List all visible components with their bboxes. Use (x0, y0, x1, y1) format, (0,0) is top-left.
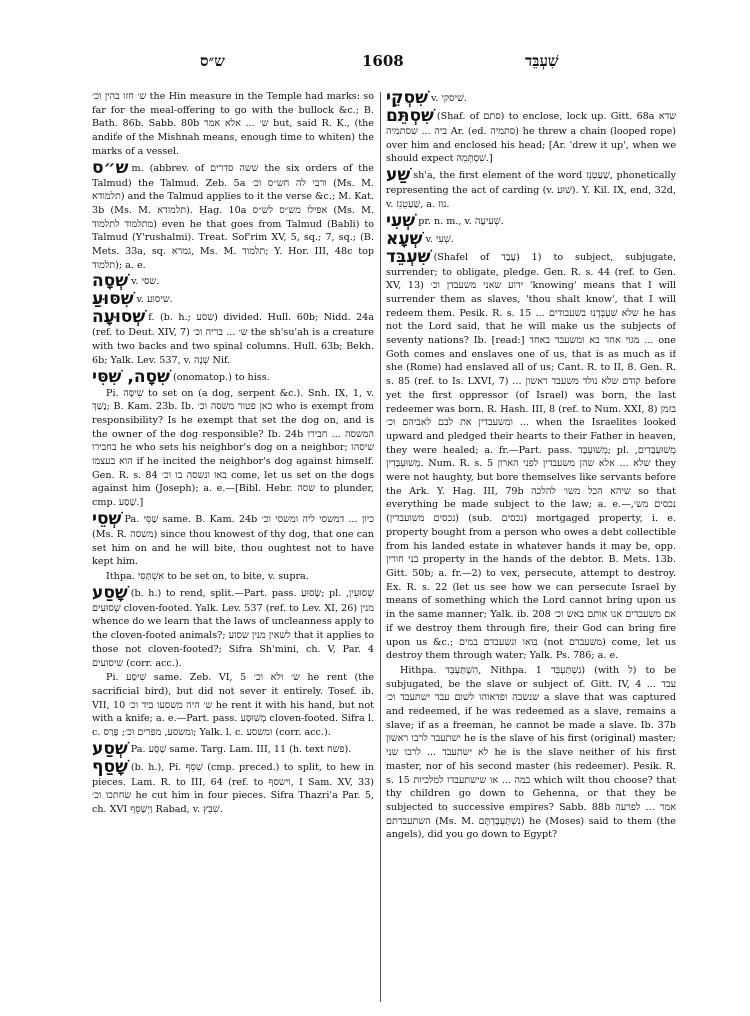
dictionary-entry (386, 167, 676, 211)
dictionary-entry (92, 570, 374, 584)
entry-text: ש׳ חזו בהין וכ׳ the Hin measure in the Temple had marks: so far for the meal-offering to go with the bullock &c.; B. Bath. 86b. Sabb. 80b ש׳ ... אלא אמר but, said R. K., (the andiťe of the Mishnah means, enough time to whiten) the marks of a vessel. (92, 91, 374, 157)
entry-text: pr. n. m., v. שְׁעִיעָה. (418, 215, 504, 227)
running-head-left: ש״ס (200, 52, 225, 70)
entry-headword: שְׁעִי (386, 210, 416, 231)
entry-text: v. שׁיסקי. (430, 93, 467, 104)
right-column (386, 90, 676, 1010)
dictionary-entry (386, 664, 676, 842)
entry-text: m. (abbrev. of ששה סדרים the six orders of the Talmud) the Talmud. Zeb. 5a ורבי לה חש״ס וכ׳ (Ms. M. תלמודא) and the Talmud applies to it the verse &c.; M. Kat. 3b (Ms. M. תלמודא). Ḥag. 10a אפילו מש״ס לש״ס (Ms. M. מתלמוד לתלמוד) even he that goes from Talmud (Babli) to Talmud (Y'rushalmi). Treat. Sof'rim XV, 5, sq.; 7, sq.; (B. Mets. 33a, sq. גמרא, Ms. M. תלמוד; Y. Hor. III, 48c top תלמוד); a. e. (92, 162, 374, 271)
entry-headword: שְׁסֵי (92, 508, 122, 529)
entry-headword: שָׁסַף (92, 756, 128, 777)
dictionary-entry (92, 366, 374, 387)
entry-headword: שְׁעָא (386, 228, 423, 249)
entry-text: sh'a, the first element of the word שַׁעַטְנֵז, phonetically representing the act of carding (v. שׁוּע). Y. Kil. IX, end, 32d, v. שַׁעַטְנֵז, a. נוז. (386, 170, 676, 210)
dictionary-entry (92, 508, 374, 569)
entry-headword: ש״ס (92, 157, 129, 178)
dictionary-entry (386, 228, 676, 249)
entry-text: (Shafel of עָבַד) 1) to subject, subjugate, surrender; to obligate, pledge. Gen. R. s. 44 (ref. to Gen. XV, 13) ידוע שאני משעבדן וכ׳ 'knowing' means that I will surrender them as slaves, 'thou shalt know', that I will redeem them. Pesik. R. s. 15 ... שלא שִׁעְבְּדָנוּ בשעבודים he has not the Lord said, that he will make us the subjects of seventy nations? Ib. [read:] מגוי אחד בא ומשעבד באחד ... one Goth comes and enslaves one of us, that is as much as if she (Rome) had enslaved all of us; Cant. R. to II, 8. Gen. R. s. 85 (ref. to Is. LXVI, 7) ... קודם שלא נולד משעבד ראשון before yet the first oppressor (of Israel) was born, the last redeemer was born. R. Hash. III, 8 (ref. to Num. XXI, 8) בזמן ... ומשעבדין את לבם לאביהם וכ׳ when the Israelites looked upward and pledged their hearts to their Father in heaven, they were healed; a. fr.—Part. pass. מְשׁוּעְבָּד; pl. מְשׁוּעְבָּדִים, מְשׁוּעְבָּדִין. Num. R. s. 5 שלא ... אלא שהן משעבדין לפני הארון they were not haughty, but bore themselves like servants before the Ark. Y. Hag. III, 79b שיהא הכל משו׳ להלכה so that everything be made subject to the law; a. e.—נכסים מש׳, (נכסים משועבדין) (sub. נכסים) mortgaged property, i. e. property bought from a person who owes a debt collectible from his landed estate in whatever hands it may be, opp. בני חורין property in the hands of the debtor. B. Mets. 13b. Gitt. 50b; a. fr.—2) to vex, persecute, attempt to destroy. Ex. R. s. 22 (let us see how we can persecute Israel by means of something which the Lord cannot bring upon us in the same manner; Yalk. ib. 208 אם משעבדים אנו אותם באש וכ׳ if we destroy them through fire, their God can bring fire upon us &c.; בואו ונשעבדם במים (not משעבדם) come, let us destroy them through water; Yalk. Ps. 786; a. e. (386, 251, 676, 662)
entry-text: (Shaf. of סתם) to enclose, lock up. Gitt. 68a שדא ביה ... שסתמיה Ar. (ed. סתמיה) he threw a chain (looped rope) over him and enclosed his head; [Ar. 'drew it up', when we should expect שִׁסְתְּמֵהּ.] (386, 111, 676, 165)
entry-headword: שַׁע (386, 165, 411, 186)
entry-text: Hithpa. הִשְׁתַּעְבֵּד, Nithpa. נִשְׁתַּעְבֵּד 1) (with ל) to be subjugated, be the slave or subject of. Gitt. IV, 4 ... עבד שנשבה ופדאוהו לשום עבד ישתעבד וכ׳ a slave that was captured and redeemed, if he was redeemed as a slave, remains a slave; if as a freeman, he cannot be made a slave. Ib. 37b ישתעבד לרבו ראשון he is the slave of his first (original) master; לא ישתעבד ... לרבו שני he is the slave neither of his first master, nor of his second master (his redeemer). Pesik. R. s. 15 במה ... או שישתעבדו למלכיות which wilt thou choose? that thy children go down to Gehenna, or that they be subjected to successive empires? Sabb. 88b אמר ... לפרעה השתעבדתם (Ms. M. נִשְׁתַּעְבַּדְתֶּם) he (Moses) said to them (the angels), did you go down to Egypt? (386, 664, 676, 841)
dictionary-entry (92, 671, 374, 740)
entry-text: v. שיסוע. (136, 294, 173, 306)
dictionary-entry (92, 738, 374, 759)
running-head-right: שִׁעְבֵּד (525, 52, 559, 70)
entry-headword: שִׁסּוּעַ (92, 289, 134, 310)
entry-text: f. (b. h.; שסע) divided. Hull. 60b; Nidd. 24a (ref. to Deut. XIV, 7) ש׳ ... בריה וכ׳ the sh'su'ah is a creature with two backs and two spinal columns. Hull. 63b; Bekh. 6b; Yalk. Lev. 537, v. שְׁנָה Nif. (92, 312, 374, 366)
entry-headword: שִׁסָה, שִׁסִּי (92, 366, 170, 387)
entry-text: (b. h.) to rend, split.—Part. pass. שָׂסוּעַ; pl. שְׁסוּעִין, שְׁסוּעִים cloven-footed. Yalk. Lev. 537 (ref. to Lev. XI, 26) מנין whence do we learn that the laws of uncleanness apply to the cloven-footed animals?; לשאין מנין שסוע that it applies to those not cloven-footed?; Sifra Sh'mini, ch. V, Par. 4 שיסועים (corr. acc.). (92, 587, 374, 669)
dictionary-entry (92, 291, 374, 308)
dictionary-entry (386, 246, 676, 663)
dictionary-entry (92, 756, 374, 817)
dictionary-entry (92, 273, 374, 290)
dictionary-entry (92, 157, 374, 273)
entry-text: Pi. שִׁיסָּה to set on (a dog, serpent &c.). Snh. IX, 1, v. נָשַׁךְ; B. Kam. 23b. Ib. כאן פטור משסה וכ׳ who is exempt from responsibility? Is he exempt that set the dog on, and is the owner of the dog responsible? Ib. 24b המשסה ... חבירו בחבירו he who sets his neighbor's dog on a neighbor; שיסהו הוא בעצמו if he incited the neighbor's dog against himself. Gen. R. s. 84 באו ונשסה בו וכ׳ come, let us set on the dogs against him (Joseph); a. e.—[Bibl. Hebr. שסה to plunder, cmp. שָׁסַע.] (92, 387, 374, 509)
entry-text: v. שְׁעִי. (425, 233, 454, 245)
entry-headword: שָׁסַע (92, 582, 128, 603)
entry-text: (b. h.), Pi. שִׁסֵּף (cmp. preced.) to split, to hew in pieces. Lam. R. to III, 64 (ref. to וישסף, I Sam. XV, 33) שחתכו וכ׳ he cut him in four pieces. Sifra Thazri'a Par. 5, ch. XVI וַיְשַׁסֵּף Rabad, v. שִׁבֵּץ. (92, 761, 374, 816)
dictionary-entry (386, 108, 676, 166)
entry-text: Ithpa. אִשְׁתַּסִּי to be set on, to bite, v. supra. (106, 570, 309, 582)
dictionary-entry (92, 309, 374, 367)
entry-headword: שְׁסָה (92, 271, 129, 292)
entry-text: Pa. שַׁסֵּי same. B. Kam. 24b כיון ... דמשסי ליה ומשסי וכ׳ (Ms. R. משסה) since thou knowest of thy dog, that one can set him on and he will bite, thou oughtest not to have kept him. (92, 513, 374, 568)
left-column (92, 90, 374, 1010)
column-divider (380, 92, 381, 1002)
entry-headword: שְׁסוּעָה (92, 307, 146, 328)
dictionary-entry (92, 90, 374, 159)
entry-headword: שִׁסְקֵי (386, 90, 428, 108)
entry-headword: שִׁעְבֵּד (386, 246, 431, 267)
entry-headword: שְׁסַע (92, 738, 128, 759)
entry-text: v. שסי. (131, 276, 160, 288)
dictionary-entry (92, 582, 374, 671)
entry-text: Pa. שַׁסַּע same. Targ. Lam. III, 11 (h. text פשח). (130, 743, 352, 755)
dictionary-entry (386, 210, 676, 231)
page-number: 1608 (362, 52, 404, 70)
page-header (0, 52, 750, 78)
dictionary-entry (92, 387, 374, 510)
dictionary-entry (386, 90, 676, 107)
entry-text: Pi. שִׁיסַּע same. Zeb. VI, 5 ש׳ ולא וכ׳ he rent (the sacrificial bird), but did not sever it entirely. Tosef. ib. VII, 10 ש׳ היה משסעו ביד וכ׳ he rent it with his hand, but not with a knife; a. e.—Part. pass. מְשׁוּסָּע cloven-footed. Sifra l. c. ומשסע, מפרים וכ׳; פָּרַס; Yalk. l. c. ומשסע (corr. acc.). (92, 672, 374, 739)
entry-headword: שִׁסְתֵּם (386, 106, 434, 126)
entry-text: (onomatop.) to hiss. (172, 371, 270, 383)
